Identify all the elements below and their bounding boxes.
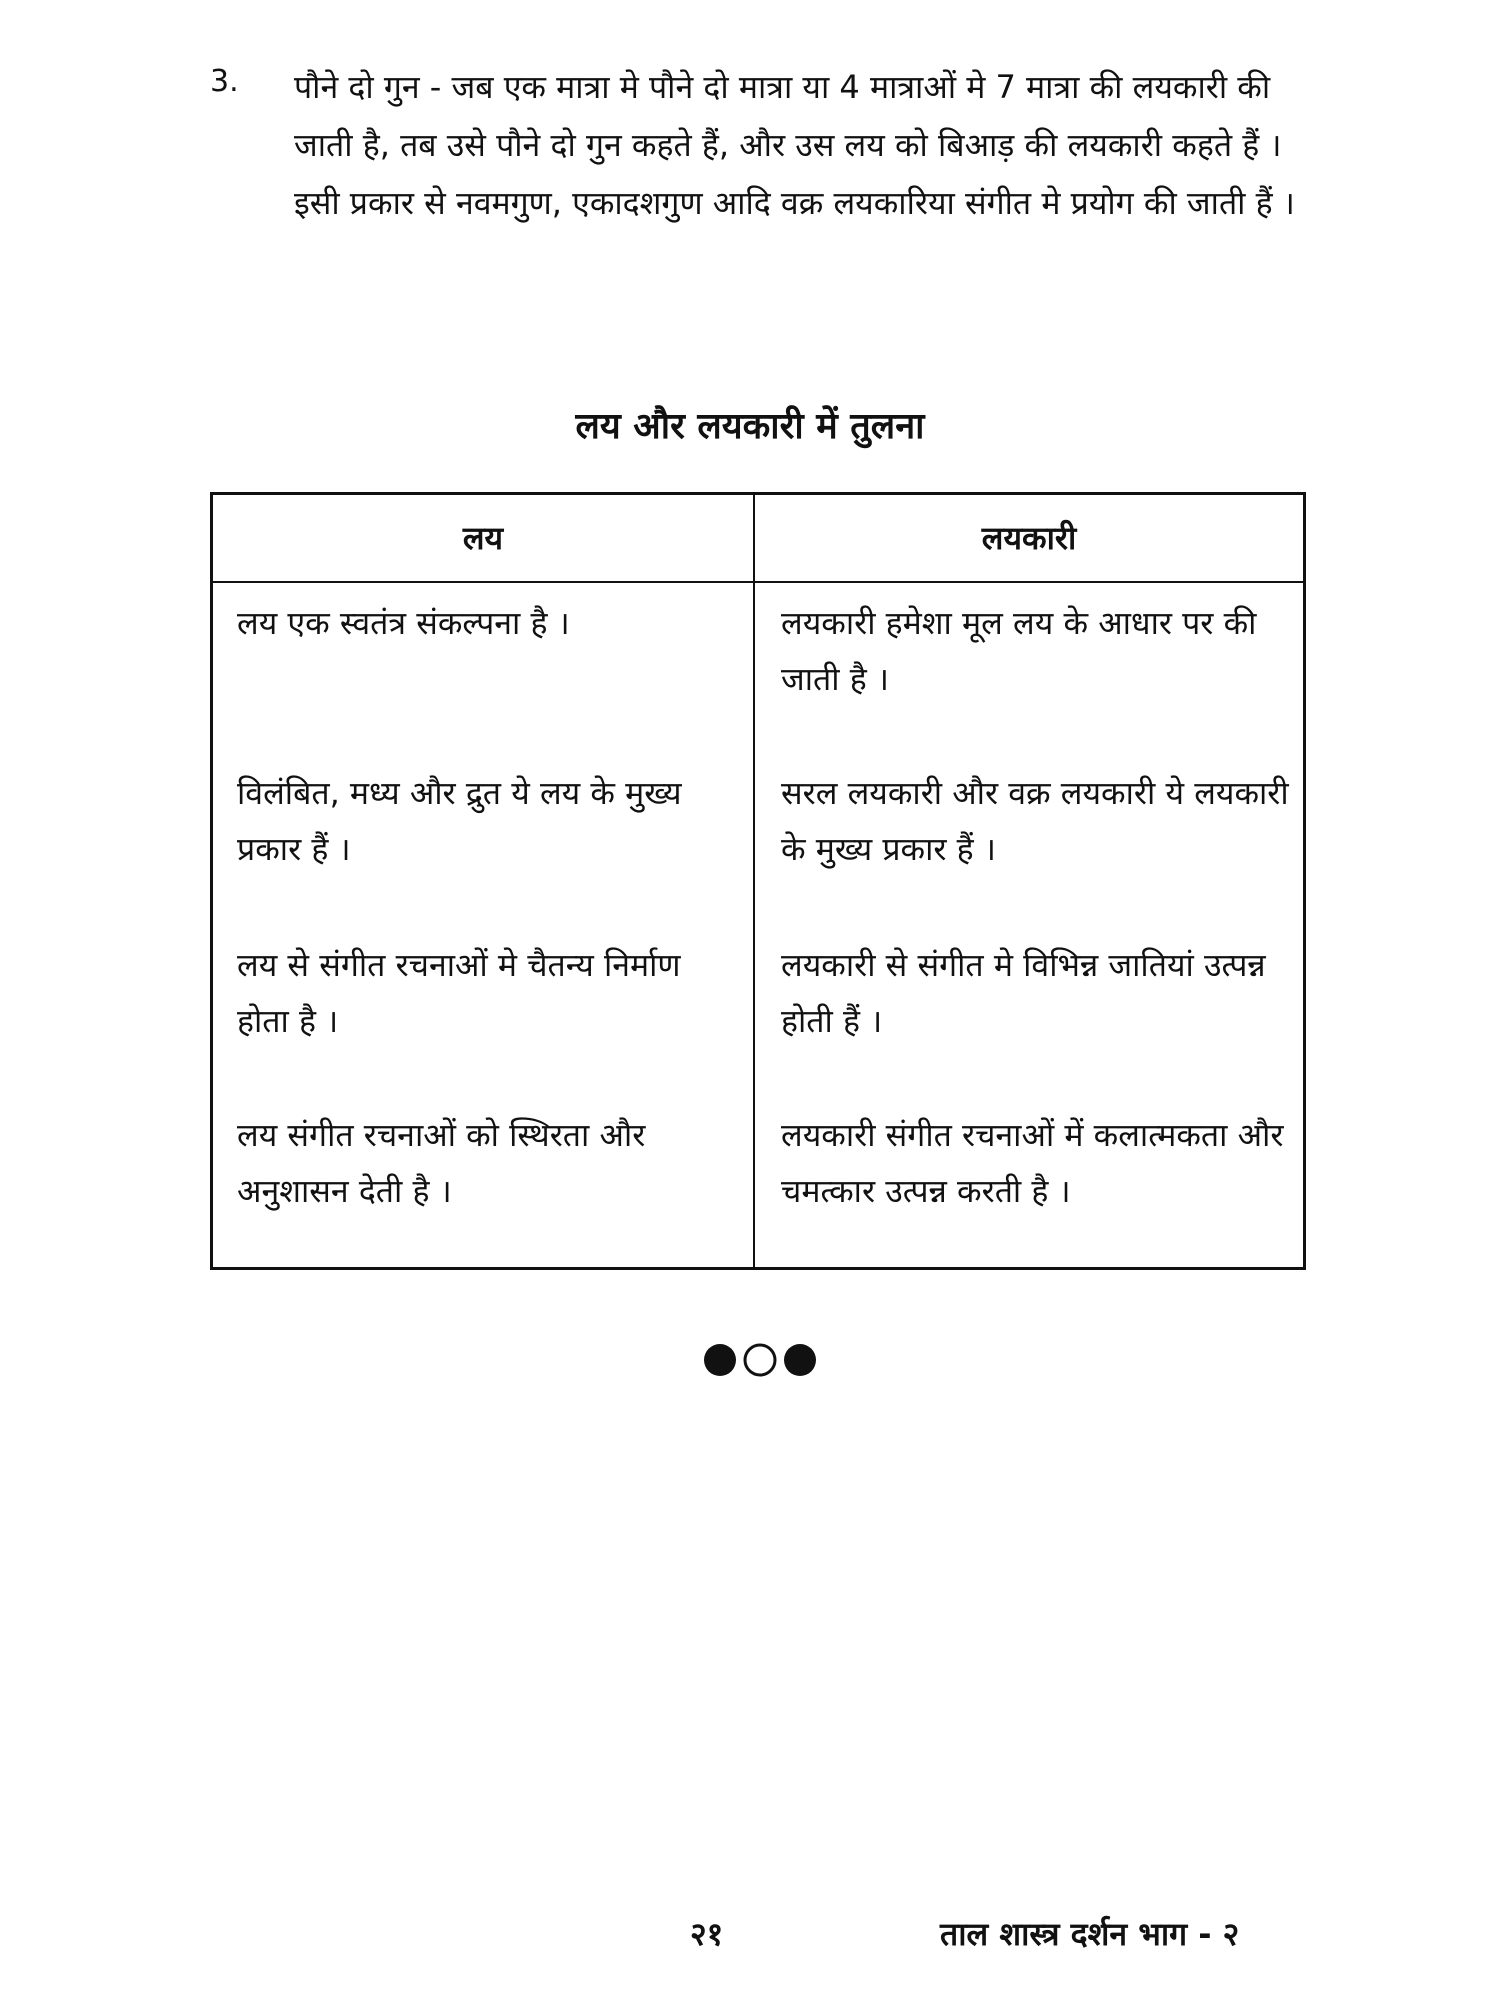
- item-paragraph-1: पौने दो गुन - जब एक मात्रा मे पौने दो मात्रा या 4 मात्राओं मे 7 मात्रा की लयकारी की जाती है, तब उसे पौने दो गुन कहते हैं, और उस लय को बिआड़ की लयकारी कहते हैं ।: [294, 68, 1282, 164]
- divider-ornament-icon: [702, 1340, 822, 1380]
- table-cell: सरल लयकारी और वक्र लयकारी ये लयकारी के मुख्य प्रकार हैं ।: [781, 774, 1289, 868]
- table-header-laykari: लयकारी: [981, 519, 1077, 557]
- section-title: लय और लयकारी में तुलना: [575, 406, 925, 447]
- table-cell: विलंबित, मध्य और द्रुत ये लय के मुख्य प्रकार हैं ।: [237, 774, 682, 868]
- comparison-table: [210, 492, 1306, 1270]
- table-cell: लयकारी संगीत रचनाओं में कलात्मकता और चमत्कार उत्पन्न करती है ।: [781, 1116, 1284, 1210]
- table-cell: लयकारी हमेशा मूल लय के आधार पर की जाती है ।: [781, 604, 1257, 698]
- column-divider: [753, 495, 755, 1267]
- table-cell: लय एक स्वतंत्र संकल्पना है ।: [237, 604, 570, 642]
- header-divider: [213, 581, 1303, 583]
- table-cell: लयकारी से संगीत मे विभिन्न जातियां उत्पन्न होती हैं ।: [781, 946, 1266, 1040]
- table-header-lay: लय: [462, 519, 504, 557]
- book-title: ताल शास्त्र दर्शन भाग - २: [940, 1915, 1240, 1953]
- item-body: [294, 58, 1324, 232]
- item-paragraph-2: इसी प्रकार से नवमगुण, एकादशगुण आदि वक्र लयकारिया संगीत मे प्रयोग की जाती हैं ।: [294, 184, 1295, 222]
- page-number: २१: [690, 1915, 724, 1953]
- table-cell: लय संगीत रचनाओं को स्थिरता और अनुशासन देती है ।: [237, 1116, 646, 1210]
- item-number: 3.: [210, 64, 239, 99]
- table-cell: लय से संगीत रचनाओं मे चैतन्य निर्माण होता है ।: [237, 946, 681, 1040]
